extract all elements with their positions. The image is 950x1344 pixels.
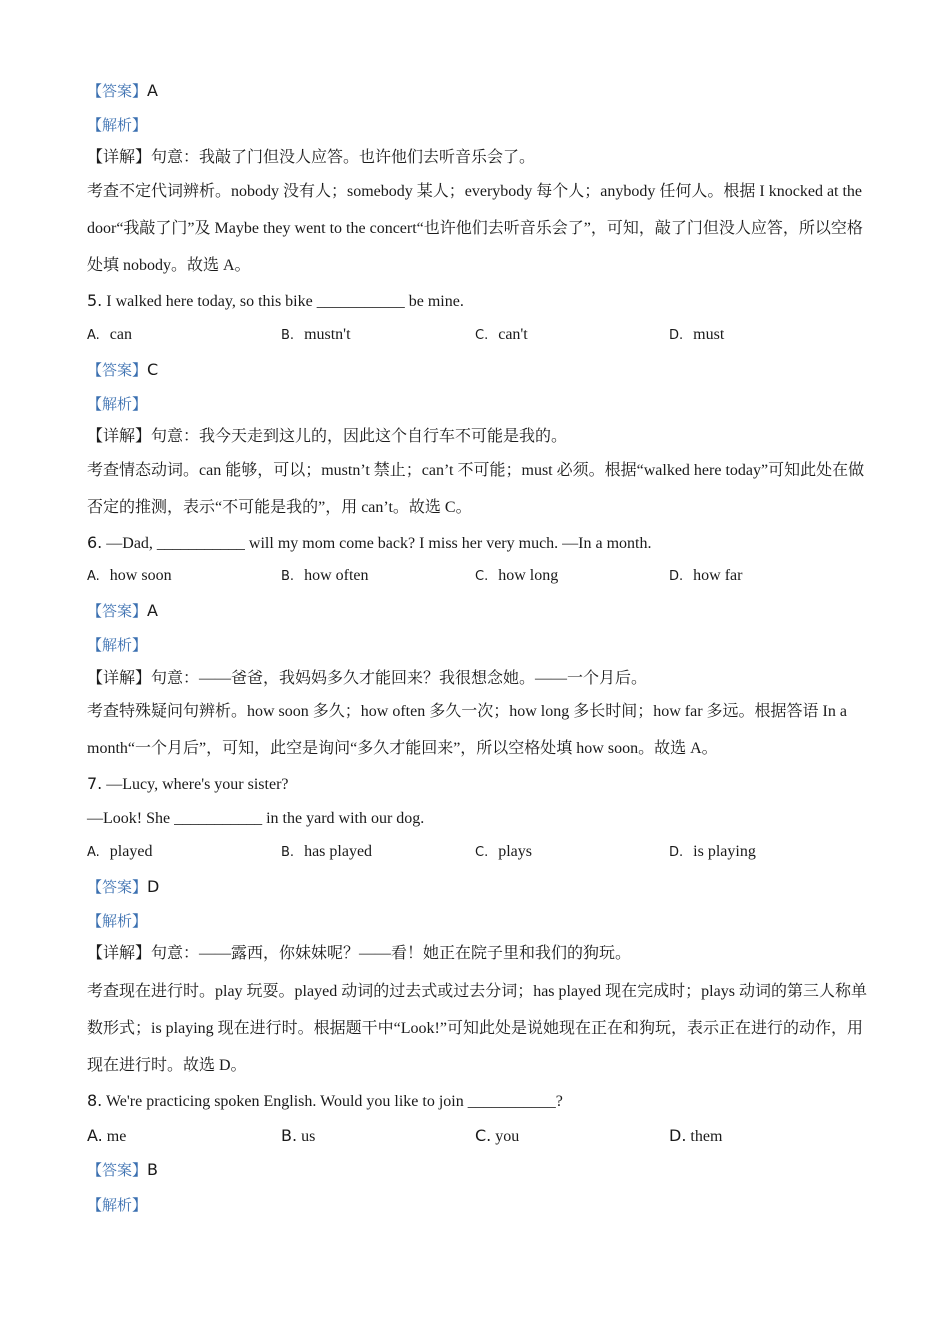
q7-option-b — [281, 843, 372, 861]
q6-options — [87, 567, 867, 587]
option-text: how soon — [109, 567, 172, 584]
analysis-tag: 【解析】 — [87, 395, 148, 413]
q7-detail-line — [87, 944, 631, 964]
q5-answer-line — [87, 360, 158, 381]
q8-stem-line — [87, 1091, 563, 1112]
option-letter: B. — [281, 328, 295, 343]
q8-option-b — [281, 1126, 315, 1146]
option-letter: C. — [475, 569, 489, 584]
q6-option-a — [87, 567, 172, 585]
option-text: plays — [498, 843, 532, 860]
q6-number: 6. — [87, 533, 103, 552]
q4-detail: 句意：我敲了门但没人应答。也许他们去听音乐会了。 — [151, 149, 536, 166]
option-text: you — [495, 1128, 520, 1145]
option-text: can't — [498, 326, 528, 343]
q5-answer: C — [147, 360, 159, 379]
q4-detail-line — [87, 148, 535, 168]
q5-stem: I walked here today, so this bike ___________ be mine. — [106, 293, 464, 310]
q8-option-c — [475, 1126, 519, 1146]
option-letter: C. — [475, 845, 489, 860]
q8-option-d — [669, 1126, 722, 1146]
q5-option-c — [475, 326, 528, 344]
q7-option-d — [669, 843, 756, 861]
q5-option-d — [669, 326, 724, 344]
q8-analysis-line — [87, 1195, 147, 1216]
detail-tag: 【详解】 — [87, 149, 152, 166]
option-text: has played — [304, 843, 373, 860]
q5-number: 5. — [87, 291, 103, 310]
q7-number: 7. — [87, 774, 103, 793]
analysis-tag: 【解析】 — [87, 912, 148, 930]
answer-tag: 【答案】 — [87, 82, 148, 100]
q8-option-a — [87, 1126, 126, 1146]
q4-answer: A — [147, 81, 158, 100]
option-letter: D. — [669, 569, 684, 584]
option-letter: A. — [87, 569, 100, 584]
q7-option-c — [475, 843, 532, 861]
q8-options — [87, 1126, 867, 1146]
q8-number: 8. — [87, 1091, 103, 1110]
q7-analysis-line — [87, 911, 147, 932]
detail-tag: 【详解】 — [87, 945, 152, 962]
q5-options — [87, 326, 867, 346]
q5-option-a — [87, 326, 132, 344]
option-text: can — [109, 326, 132, 343]
option-text: how often — [304, 567, 369, 584]
answer-tag: 【答案】 — [87, 878, 148, 896]
q7-stem-line1: —Lucy, where's your sister? — [106, 776, 289, 793]
q4-explanation: 考查不定代词辨析。nobody 没有人；somebody 某人；everybody 每个人；anybody 任何人。根据 I knocked at the door“我敲了门”及 Maybe they went to the concert“也许他们去听音乐会了”，可知，敲了门但没人应答，所以空格处填 nobody。故选 A。 — [87, 183, 863, 274]
option-text: is playing — [693, 843, 756, 860]
q6-detail: 句意：——爸爸，我妈妈多久才能回来？我很想念她。——一个月后。 — [151, 670, 648, 687]
q8-stem: We're practicing spoken English. Would you like to join ___________? — [105, 1093, 563, 1110]
analysis-tag: 【解析】 — [87, 636, 148, 654]
option-text: how long — [498, 567, 559, 584]
detail-tag: 【详解】 — [87, 428, 152, 445]
option-text: me — [106, 1128, 127, 1145]
q4-answer-line — [87, 81, 158, 102]
option-text: mustn't — [304, 326, 351, 343]
q6-answer: A — [147, 601, 158, 620]
answer-tag: 【答案】 — [87, 361, 148, 379]
q7-detail: 句意：——露西，你妹妹呢？——看！她正在院子里和我们的狗玩。 — [151, 945, 632, 962]
option-text: must — [693, 326, 725, 343]
option-text: how far — [693, 567, 743, 584]
option-letter: A. — [87, 845, 100, 860]
option-letter: A. — [87, 328, 100, 343]
q7-options — [87, 843, 867, 863]
option-letter: D. — [669, 845, 684, 860]
q6-detail-line — [87, 669, 647, 689]
analysis-tag: 【解析】 — [87, 1196, 148, 1214]
option-letter: C. — [475, 328, 489, 343]
q8-answer-line — [87, 1160, 158, 1181]
q6-explanation: 考查特殊疑问句辨析。how soon 多久；how often 多久一次；how long 多长时间；how far 多远。根据答语 In a month“一个月后”，可知，此空是询问“多久才能回来”，所以空格处填 how soon。故选 A。 — [87, 703, 847, 757]
option-letter: A. — [87, 1126, 103, 1145]
option-letter: D. — [669, 328, 684, 343]
q4-analysis-line — [87, 115, 147, 136]
option-letter: C. — [475, 1126, 492, 1145]
q6-option-d — [669, 567, 742, 585]
option-letter: B. — [281, 845, 295, 860]
q5-stem-line — [87, 291, 464, 312]
q7-explanation: 考查现在进行时。play 玩耍。played 动词的过去式或过去分词；has played 现在完成时；plays 动词的第三人称单数形式；is playing 现在进行时。根据题干中“Look!”可知此处是说她现在正在和狗玩，表示正在进行的动作，用现在进行时。故选 D。 — [87, 983, 867, 1074]
q6-stem: —Dad, ___________ will my mom come back? I miss her very much. —In a month. — [106, 535, 652, 552]
detail-tag: 【详解】 — [87, 670, 152, 687]
q6-analysis-line — [87, 635, 147, 656]
q7-answer-line — [87, 877, 159, 898]
q5-detail: 句意：我今天走到这儿的，因此这个自行车不可能是我的。 — [151, 428, 568, 445]
q7-option-a — [87, 843, 152, 861]
q8-answer: B — [147, 1160, 158, 1179]
option-text: us — [301, 1128, 316, 1145]
option-letter: B. — [281, 569, 295, 584]
q7-answer: D — [147, 877, 160, 896]
q5-option-b — [281, 326, 351, 344]
option-letter: D. — [669, 1126, 687, 1145]
q5-detail-line — [87, 427, 567, 447]
q5-analysis-line — [87, 394, 147, 415]
option-text: played — [109, 843, 153, 860]
answer-tag: 【答案】 — [87, 1161, 148, 1179]
q7-stem-line — [87, 774, 289, 795]
q5-explanation: 考查情态动词。can 能够，可以；mustn’t 禁止；can’t 不可能；must 必须。根据“walked here today”可知此处在做否定的推测，表示“不可能是我的”，用 can’t。故选 C。 — [87, 462, 865, 516]
answer-tag: 【答案】 — [87, 602, 148, 620]
option-text: them — [690, 1128, 723, 1145]
q6-stem-line — [87, 533, 652, 554]
q6-answer-line — [87, 601, 158, 622]
q7-stem-line2: —Look! She ___________ in the yard with our dog. — [87, 810, 425, 827]
q6-option-b — [281, 567, 369, 585]
option-letter: B. — [281, 1126, 298, 1145]
q6-option-c — [475, 567, 558, 585]
analysis-tag: 【解析】 — [87, 116, 148, 134]
